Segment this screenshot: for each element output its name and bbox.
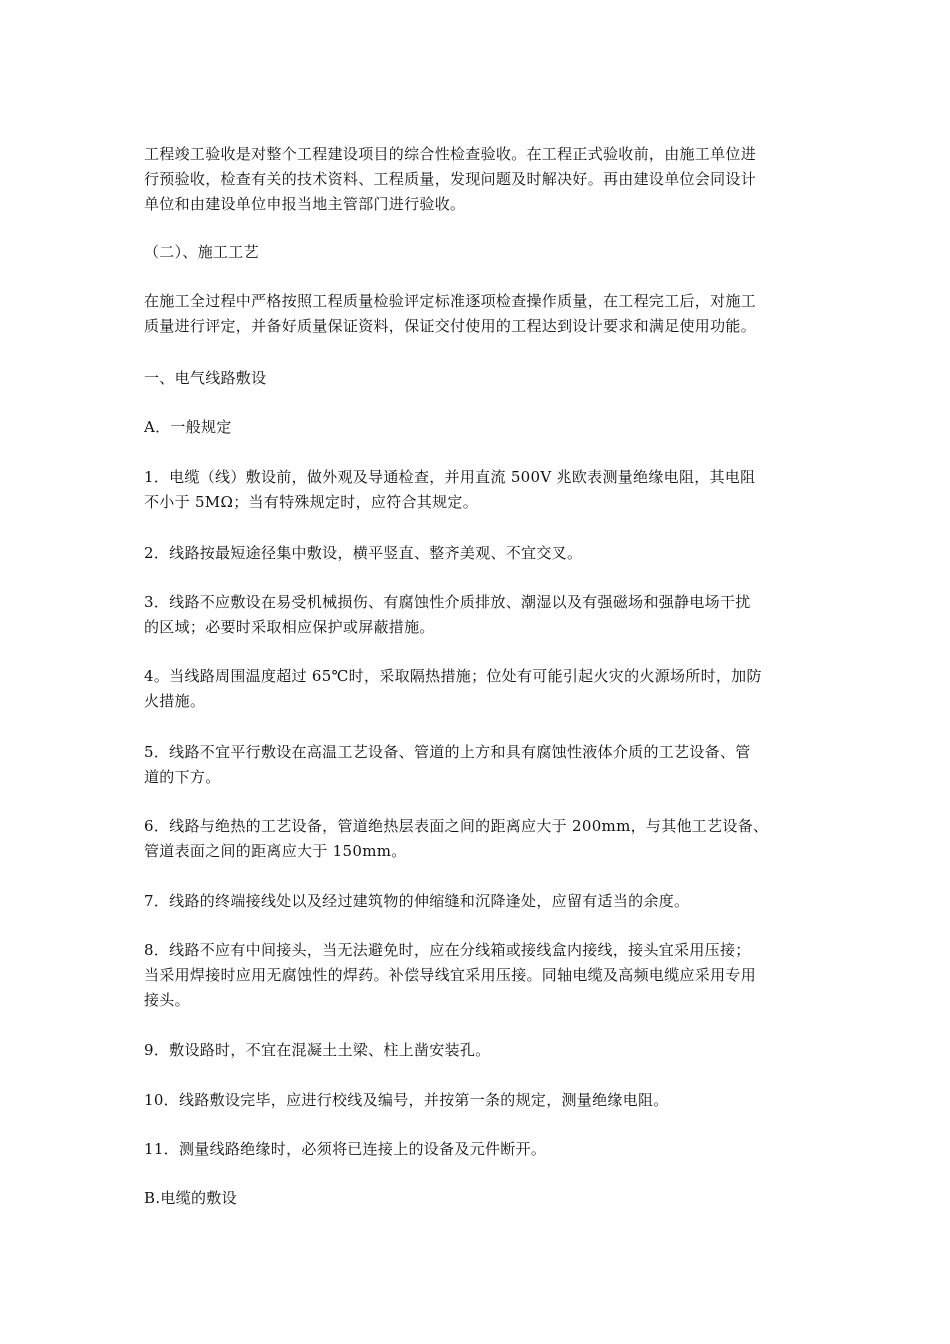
rule-item-3	[144, 590, 812, 640]
text-line: 管道表面之间的距离应大于 150mm。	[144, 842, 407, 860]
text-line: 2．线路按最短途径集中敷设，横平竖直、整齐美观、不宜交叉。	[144, 544, 583, 562]
subsection-heading-cable-laying	[144, 1186, 812, 1211]
text-line: 4。当线路周围温度超过 65℃时，采取隔热措施；位处有可能引起火灾的火源场所时，加防	[144, 667, 762, 685]
text-line: 的区域；必要时采取相应保护或屏蔽措施。	[144, 618, 435, 636]
rule-item-8	[144, 938, 812, 1013]
text-line: 火措施。	[144, 692, 206, 710]
text-line: 6．线路与绝热的工艺设备，管道绝热层表面之间的距离应大于 200mm，与其他工艺设备、	[144, 817, 769, 835]
text-line: 1．电缆（线）敷设前，做外观及导通检查，并用直流 500V 兆欧表测量绝缘电阻，其电阻	[144, 468, 756, 486]
text-line: 5．线路不宜平行敷设在高温工艺设备、管道的上方和具有腐蚀性液体介质的工艺设备、管	[144, 743, 751, 761]
text-line: 不小于 5MΩ；当有特殊规定时，应符合其规定。	[144, 493, 479, 511]
text-line: 7．线路的终端接线处以及经过建筑物的伸缩缝和沉降逢处，应留有适当的余度。	[144, 892, 690, 910]
text-line: A．一般规定	[144, 418, 232, 436]
paragraph-acceptance-intro	[144, 142, 812, 217]
text-line: 8．线路不应有中间接头，当无法避免时，应在分线箱或接线盒内接线，接头宜采用压接；	[144, 941, 751, 959]
text-line: 11．测量线路绝缘时，必须将已连接上的设备及元件断开。	[144, 1140, 547, 1158]
section-heading-wiring	[144, 366, 812, 391]
rule-item-6	[144, 814, 812, 864]
text-line: 9．敷设路时，不宜在混凝土土梁、柱上凿安装孔。	[144, 1041, 491, 1059]
text-line: 接头。	[144, 991, 190, 1009]
subsection-heading-general-rules	[144, 415, 812, 440]
text-line: 质量进行评定，并备好质量保证资料，保证交付使用的工程达到设计要求和满足使用功能。	[144, 317, 757, 335]
rule-item-4	[144, 664, 812, 714]
text-line: 在施工全过程中严格按照工程质量检验评定标准逐项检查操作质量，在工程完工后，对施工	[144, 292, 757, 310]
text-line: （二）、施工工艺	[144, 243, 259, 261]
rule-item-1	[144, 465, 812, 515]
text-line: 工程竣工验收是对整个工程建设项目的综合性检查验收。在工程正式验收前，由施工单位进	[144, 145, 757, 163]
text-line: 一、电气线路敷设	[144, 369, 267, 387]
rule-item-7	[144, 889, 812, 914]
rule-item-11	[144, 1137, 812, 1162]
rule-item-2	[144, 541, 812, 566]
text-line: 当采用焊接时应用无腐蚀性的焊药。补偿导线宜采用压接。同轴电缆及高频电缆应采用专用	[144, 966, 757, 984]
text-line: 单位和由建设单位申报当地主管部门进行验收。	[144, 195, 466, 213]
text-line: 行预验收，检查有关的技术资料、工程质量，发现问题及时解决好。再由建设单位会同设计	[144, 170, 757, 188]
rule-item-9	[144, 1038, 812, 1063]
rule-item-10	[144, 1088, 812, 1113]
rule-item-5	[144, 740, 812, 790]
text-line: 10．线路敷设完毕，应进行校线及编号，并按第一条的规定，测量绝缘电阻。	[144, 1091, 669, 1109]
paragraph-quality-control	[144, 289, 812, 339]
text-line: B.电缆的敷设	[144, 1189, 237, 1207]
section-heading-construction-process	[144, 240, 812, 265]
text-line: 3．线路不应敷设在易受机械损伤、有腐蚀性介质排放、潮湿以及有强磁场和强静电场干扰	[144, 593, 751, 611]
text-line: 道的下方。	[144, 768, 221, 786]
